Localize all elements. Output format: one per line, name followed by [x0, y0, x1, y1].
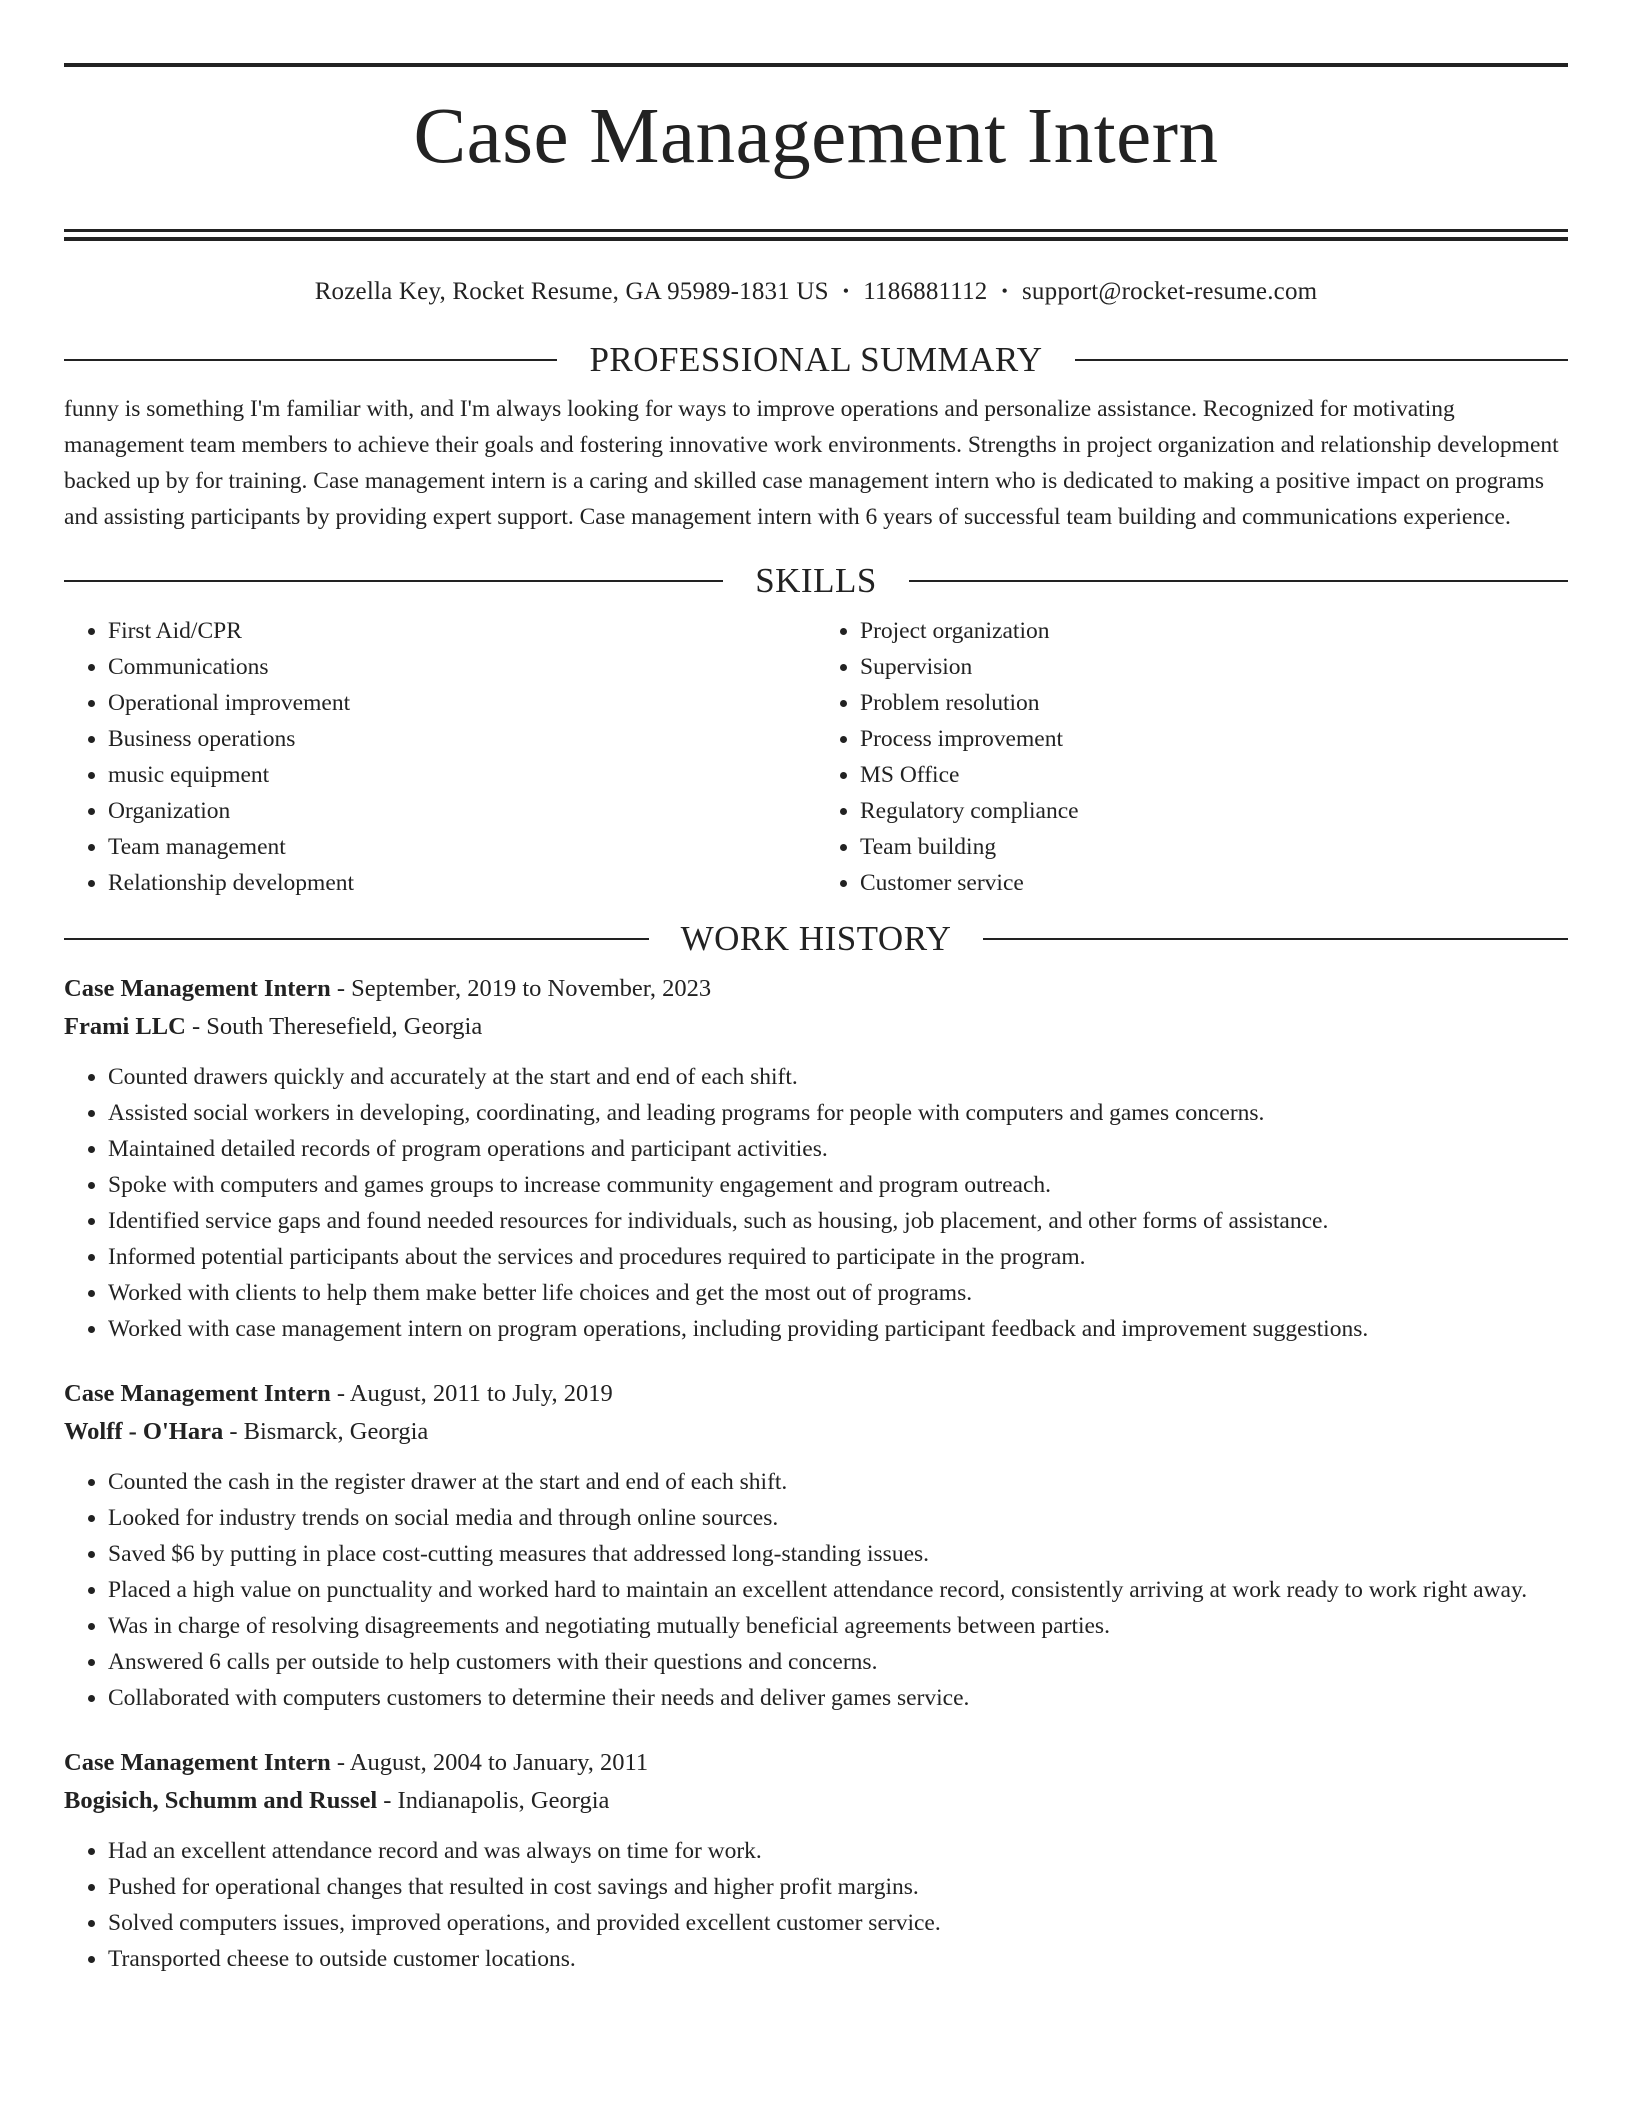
skills-heading: SKILLS	[755, 560, 877, 600]
skill-item: • Operational improvement	[108, 685, 816, 721]
duty-item: • Pushed for operational changes that resulted in cost savings and higher profit margins.	[108, 1869, 1568, 1905]
work-entry	[64, 1375, 1568, 1716]
duty-item: • Was in charge of resolving disagreements and negotiating mutually beneficial agreements between parties.	[108, 1608, 1568, 1644]
skill-item: • Organization	[108, 793, 816, 829]
skill-item: • Supervision	[860, 649, 1568, 685]
skill-item: • Customer service	[860, 865, 1568, 901]
work-heading: WORK HISTORY	[680, 918, 952, 958]
skill-item: • Regulatory compliance	[860, 793, 1568, 829]
work-entry	[64, 1744, 1568, 1977]
summary-section-heading	[64, 339, 1568, 381]
skills-section-heading	[64, 560, 1568, 602]
contact-separator: •	[1001, 280, 1008, 301]
skill-item: • MS Office	[860, 757, 1568, 793]
duty-item: • Saved $6 by putting in place cost-cutting measures that addressed long-standing issues.	[108, 1536, 1568, 1572]
contact-phone: 1186881112	[863, 277, 988, 305]
skill-item: • music equipment	[108, 757, 816, 793]
job-title: Case Management Intern	[64, 974, 331, 1002]
heading-rule-right	[909, 580, 1568, 582]
skill-item: • Process improvement	[860, 721, 1568, 757]
heading-rule-left	[64, 938, 649, 940]
duty-item: • Had an excellent attendance record and was always on time for work.	[108, 1833, 1568, 1869]
work-entry	[64, 970, 1568, 1347]
duty-item: • Assisted social workers in developing, coordinating, and leading programs for people with computers and games concerns.	[108, 1095, 1568, 1131]
duty-item: • Worked with clients to help them make better life choices and get the most out of programs.	[108, 1275, 1568, 1311]
duty-item: • Answered 6 calls per outside to help customers with their questions and concerns.	[108, 1644, 1568, 1680]
job-dates: - August, 2011 to July, 2019	[330, 1379, 613, 1407]
skill-item: • Relationship development	[108, 865, 816, 901]
duty-item: • Collaborated with computers customers to determine their needs and deliver games service.	[108, 1680, 1568, 1716]
duty-item: • Worked with case management intern on program operations, including providing participant feedback and improvement suggestions.	[108, 1311, 1568, 1347]
skill-item: • First Aid/CPR	[108, 613, 816, 649]
duty-item: • Looked for industry trends on social media and through online sources.	[108, 1500, 1568, 1536]
job-title-line	[64, 970, 1568, 1009]
title-double-rule	[64, 229, 1568, 241]
skill-item: • Communications	[108, 649, 816, 685]
duty-item: • Informed potential participants about the services and procedures required to participate in the program.	[108, 1239, 1568, 1275]
job-location: - Indianapolis, Georgia	[377, 1787, 610, 1815]
job-location: - Bismarck, Georgia	[223, 1418, 429, 1446]
job-dates: - August, 2004 to January, 2011	[330, 1748, 649, 1776]
summary-heading: PROFESSIONAL SUMMARY	[589, 339, 1043, 379]
skill-item: • Team building	[860, 829, 1568, 865]
job-duties	[64, 1059, 1568, 1347]
skills-column-left	[64, 613, 816, 901]
job-title-line	[64, 1375, 1568, 1414]
heading-rule-left	[64, 359, 557, 361]
skill-item: • Project organization	[860, 613, 1568, 649]
job-title-line	[64, 1744, 1568, 1783]
skill-item: • Business operations	[108, 721, 816, 757]
job-company-line	[64, 1782, 1568, 1821]
job-title: Case Management Intern	[64, 1379, 331, 1407]
job-company-line	[64, 1008, 1568, 1047]
job-company-line	[64, 1413, 1568, 1452]
skills-column-right	[816, 613, 1568, 901]
duty-item: • Maintained detailed records of program operations and participant activities.	[108, 1131, 1568, 1167]
job-location: - South Theresefield, Georgia	[185, 1013, 483, 1041]
heading-rule-left	[64, 580, 723, 582]
duty-item: • Spoke with computers and games groups to increase community engagement and program outreach.	[108, 1167, 1568, 1203]
contact-address: Rozella Key, Rocket Resume, GA 95989-1831 US	[314, 277, 829, 305]
job-duties	[64, 1833, 1568, 1977]
heading-rule-right	[983, 938, 1568, 940]
top-rule	[64, 63, 1568, 67]
contact-separator: •	[842, 280, 850, 301]
duty-item: • Counted the cash in the register drawer at the start and end of each shift.	[108, 1464, 1568, 1500]
skill-item: • Team management	[108, 829, 816, 865]
contact-email: support@rocket-resume.com	[1022, 277, 1318, 305]
resume-title: Case Management Intern	[413, 93, 1219, 180]
job-dates: - September, 2019 to November, 2023	[330, 974, 712, 1002]
contact-line	[64, 276, 1568, 307]
job-duties	[64, 1464, 1568, 1716]
heading-rule-right	[1075, 359, 1568, 361]
duty-item: • Transported cheese to outside customer locations.	[108, 1941, 1568, 1977]
job-company: Frami LLC	[64, 1013, 186, 1041]
skills-list	[64, 613, 1568, 901]
duty-item: • Solved computers issues, improved operations, and provided excellent customer service.	[108, 1905, 1568, 1941]
job-title: Case Management Intern	[64, 1748, 331, 1776]
duty-item: • Identified service gaps and found needed resources for individuals, such as housing, job placement, and other forms of assistance.	[108, 1203, 1568, 1239]
job-company: Bogisich, Schumm and Russel	[64, 1787, 378, 1815]
duty-item: • Placed a high value on punctuality and worked hard to maintain an excellent attendance record, consistently arriving at work ready to work right away.	[108, 1572, 1568, 1608]
summary-text: funny is something I'm familiar with, and I'm always looking for ways to improve operations and personalize assistance. Recognized for motivating management team members to achieve their goals and fostering innovative work environments. Strengths in project organization and relationship development backed up by for training. Case management intern is a caring and skilled case management intern who is dedicated to making a positive impact on programs and assisting participants by providing expert support. Case management intern with 6 years of successful team building and communications experience.	[64, 395, 1559, 530]
work-section-heading	[64, 918, 1568, 960]
duty-item: • Counted drawers quickly and accurately at the start and end of each shift.	[108, 1059, 1568, 1095]
skill-item: • Problem resolution	[860, 685, 1568, 721]
resume-page	[64, 0, 1568, 1977]
job-company: Wolff - O'Hara	[64, 1418, 224, 1446]
